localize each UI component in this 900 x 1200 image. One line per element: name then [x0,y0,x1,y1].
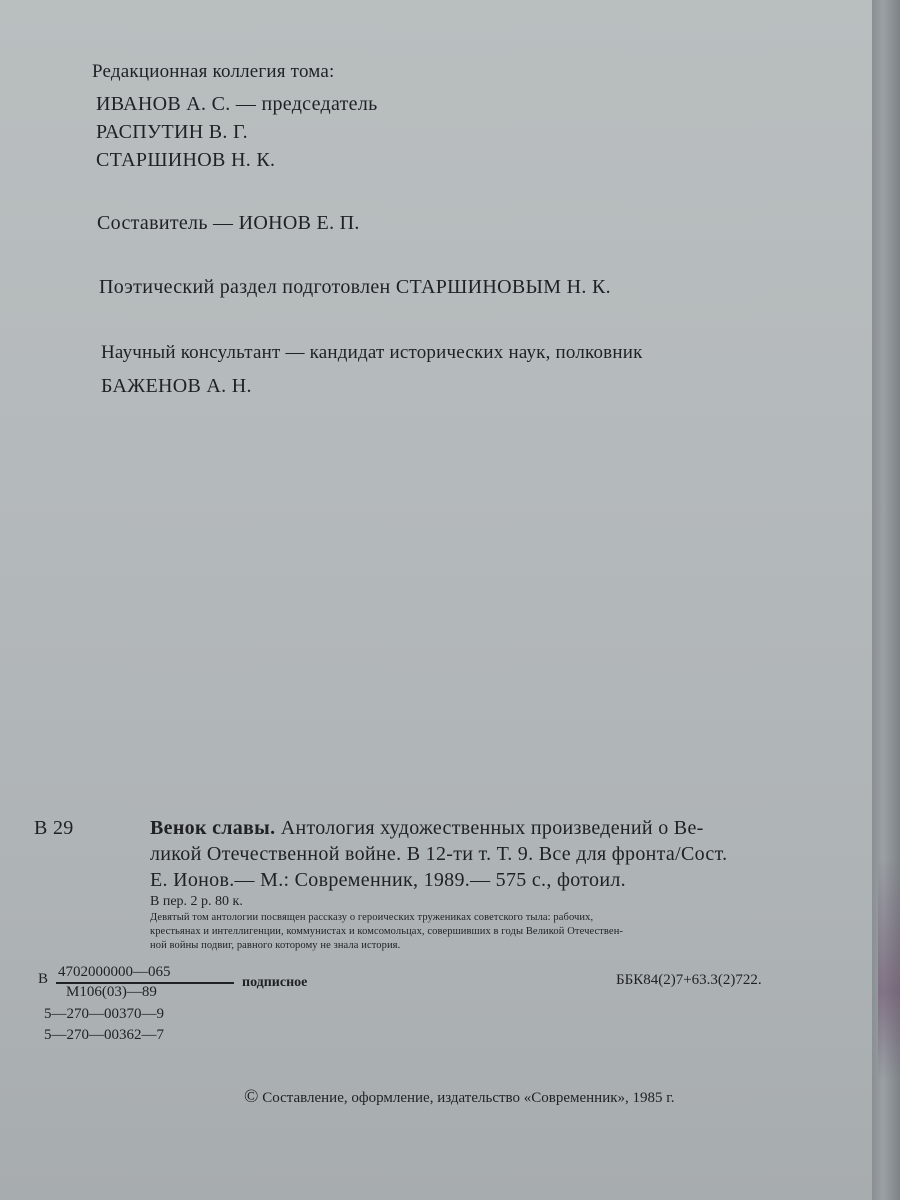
board-member: РАСПУТИН В. Г. [96,121,248,143]
catalog-line-2: ликой Отечественной войне. В 12-ти т. Т. 9. Все для фронта/Сост. [150,843,728,865]
catalog-line-1 [150,817,704,840]
edge-shadow [878,860,900,1080]
catalog-code-numerator: 4702000000—065 [58,964,171,980]
annotation-line: Девятый том антологии посвящен рассказу о героических тружениках советского тыла: рабочих, [150,912,594,923]
board-member: СТАРШИНОВ Н. К. [96,149,276,171]
copyright-text: Составление, оформление, издательство «Современник», 1985 г. [262,1090,675,1106]
annotation-line: ной войны подвиг, равного которому не знала история. [150,940,401,951]
isbn-line: 5—270—00370—9 [44,1006,164,1022]
catalog-line-1-rest: Антология художественных произведений о Ве- [280,817,704,839]
catalog-code-denominator: М106(03)—89 [66,984,157,1000]
consultant-name: БАЖЕНОВ А. Н. [101,375,252,397]
poetry-section-line: Поэтический раздел подготовлен СТАРШИНОВЫМ Н. К. [99,276,611,298]
editorial-board-heading: Редакционная коллегия тома: [92,61,335,82]
board-member-chair: ИВАНОВ А. С. — председатель [96,93,378,115]
consultant-line: Научный консультант — кандидат исторических наук, полковник [101,342,643,363]
copyright-line [244,1086,675,1108]
isbn-line: 5—270—00362—7 [44,1027,164,1043]
bbk-code: ББК84(2)7+63.3(2)722. [616,972,762,988]
catalog-line-3: Е. Ионов.— М.: Современник, 1989.— 575 с., фотоил. [150,869,626,891]
subscription-label: подписное [242,975,308,990]
compiler-line: Составитель — ИОНОВ Е. П. [97,212,360,234]
catalog-index: В 29 [34,817,74,839]
copyright-icon: © [244,1086,259,1107]
catalog-title: Венок славы. [150,817,276,839]
catalog-code-letter: В [38,971,49,987]
catalog-price: В пер. 2 р. 80 к. [150,894,243,909]
annotation-line: крестьянах и интеллигенции, коммунистах и комсомольцах, совершивших в годы Великой Отечествен- [150,926,624,937]
